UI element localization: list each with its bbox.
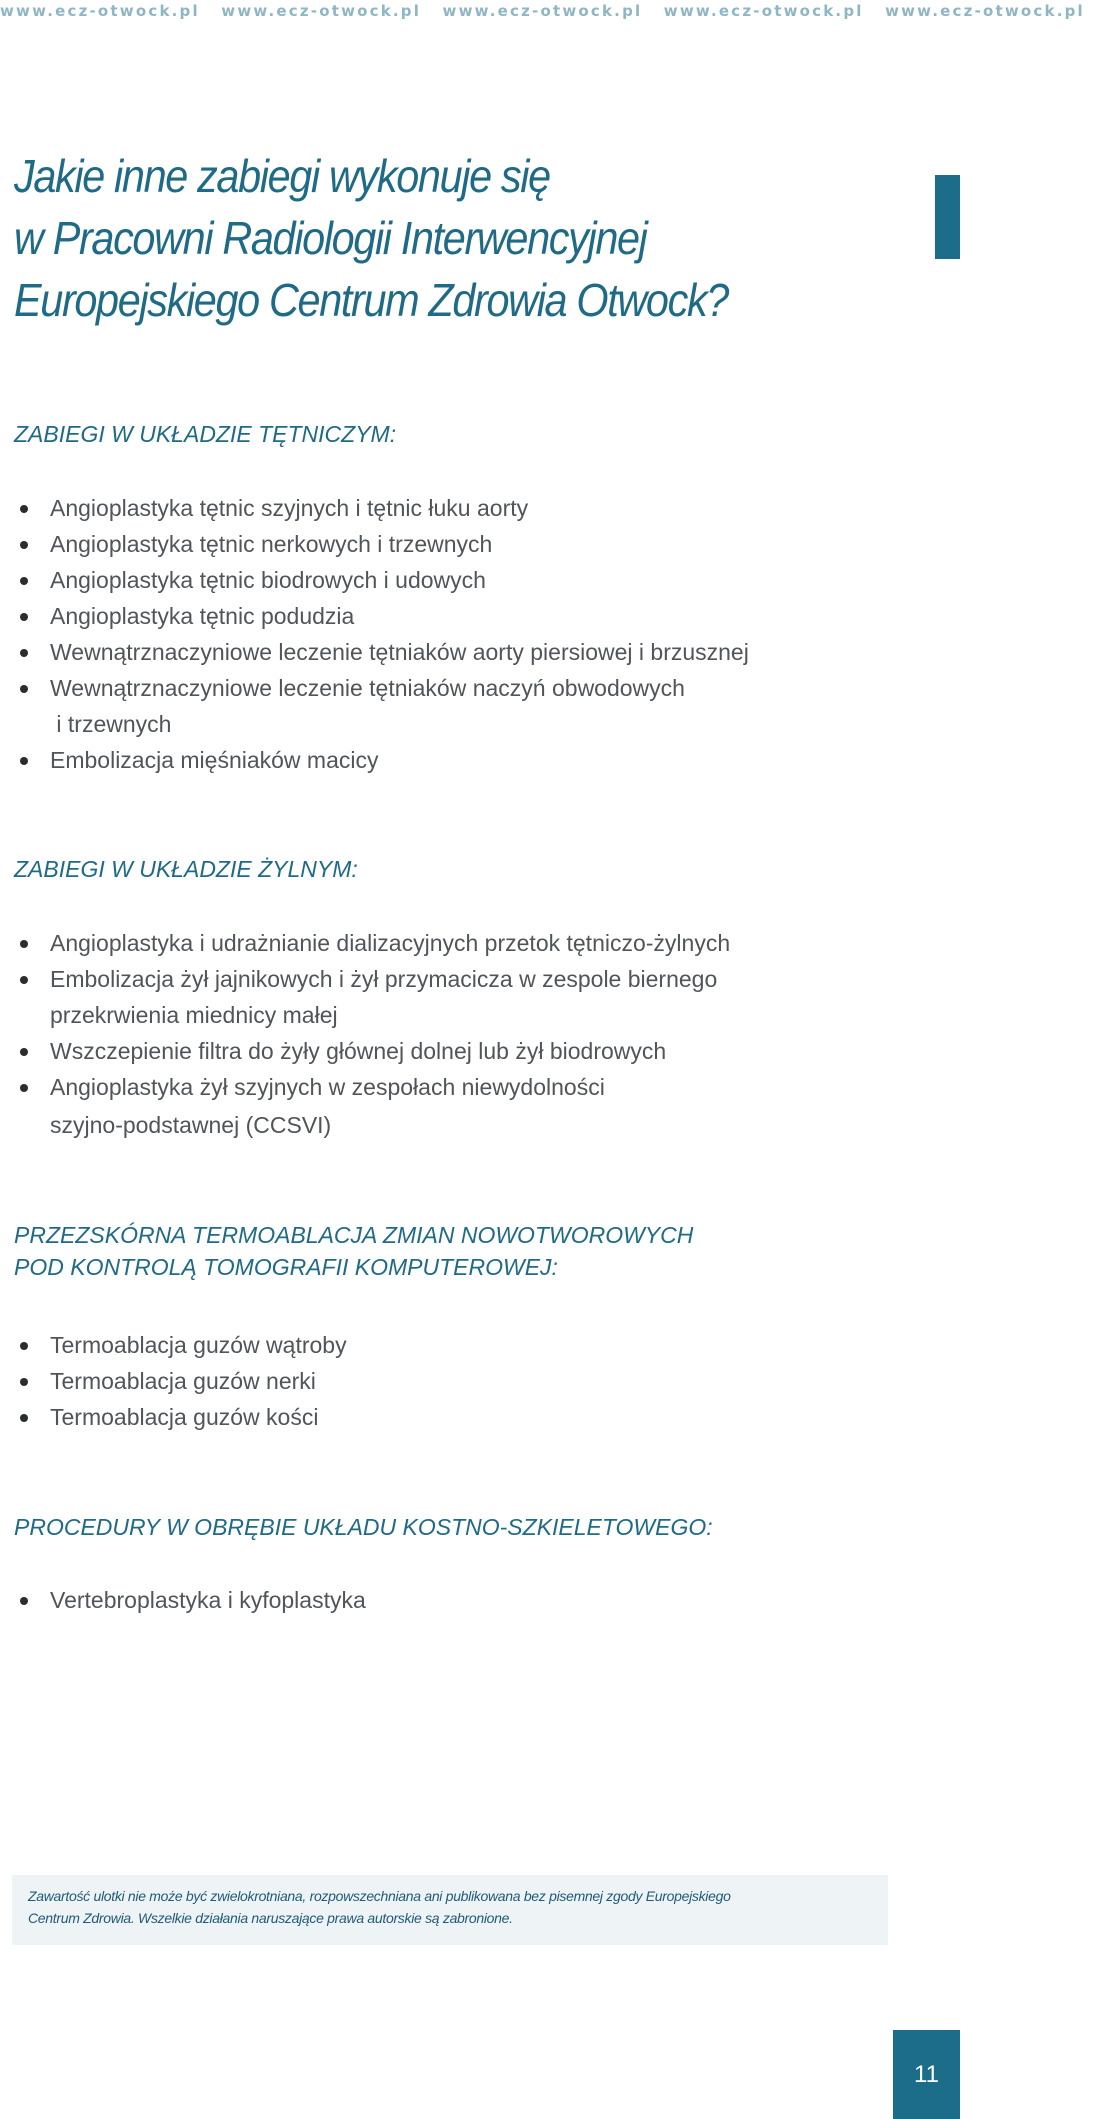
list-item-continuation: przekrwienia miednicy małej xyxy=(50,1002,338,1028)
list-venous xyxy=(14,925,730,1143)
page-title-line: Europejskiego Centrum Zdrowia Otwock? xyxy=(14,274,728,326)
list-item: Angioplastyka tętnic podudzia xyxy=(14,598,749,634)
section-heading-text: PROCEDURY W OBRĘBIE UKŁADU KOSTNO-SZKIELETOWEGO: xyxy=(14,1514,713,1540)
header-url-strip xyxy=(0,0,1085,22)
list-item: Wewnątrznaczyniowe leczenie tętniaków aorty piersiowej i brzusznej xyxy=(14,634,749,670)
list-item: Termoablacja guzów wątroby xyxy=(14,1327,347,1363)
list-item: Wewnątrznaczyniowe leczenie tętniaków naczyń obwodowych i trzewnych xyxy=(14,670,749,742)
copyright-note-line: Zawartość ulotki nie może być zwielokrotniana, rozpowszechniana ani publikowana bez pisemnej zgody Europejskiego xyxy=(28,1888,731,1904)
page-title-line: w Pracowni Radiologii Interwencyjnej xyxy=(14,212,647,264)
header-url[interactable]: www.ecz-otwock.pl xyxy=(442,2,643,20)
copyright-note xyxy=(12,1875,888,1945)
list-item: Angioplastyka żył szyjnych w zespołach niewydolności szyjno-podstawnej (CCSVI) xyxy=(14,1069,730,1143)
list-item: Angioplastyka tętnic szyjnych i tętnic łuku aorty xyxy=(14,490,749,526)
section-heading-venous xyxy=(14,853,358,885)
list-item-continuation: szyjno-podstawnej (CCSVI) xyxy=(50,1112,332,1138)
list-item: Embolizacja mięśniaków macicy xyxy=(14,742,749,778)
list-item: Vertebroplastyka i kyfoplastyka xyxy=(14,1582,366,1618)
list-arterial xyxy=(14,490,749,778)
list-skeletal xyxy=(14,1582,366,1618)
section-heading-text: POD KONTROLĄ TOMOGRAFII KOMPUTEROWEJ: xyxy=(14,1254,558,1280)
page-title xyxy=(14,145,806,331)
section-heading-text: ZABIEGI W UKŁADZIE TĘTNICZYM: xyxy=(14,421,397,447)
list-item: Angioplastyka i udrażnianie dializacyjnych przetok tętniczo-żylnych xyxy=(14,925,730,961)
header-url[interactable]: www.ecz-otwock.pl xyxy=(663,2,864,20)
page-title-line: Jakie inne zabiegi wykonuje się xyxy=(14,150,550,202)
section-heading-ablation xyxy=(14,1219,693,1283)
copyright-note-line: Centrum Zdrowia. Wszelkie działania naruszające prawa autorskie są zabronione. xyxy=(28,1910,513,1926)
header-url[interactable]: www.ecz-otwock.pl xyxy=(221,2,422,20)
section-heading-text: PRZEZSKÓRNA TERMOABLACJA ZMIAN NOWOTWOROWYCH xyxy=(14,1222,694,1248)
list-item: Angioplastyka tętnic biodrowych i udowych xyxy=(14,562,749,598)
side-tab-marker xyxy=(935,175,960,259)
list-item: Angioplastyka tętnic nerkowych i trzewnych xyxy=(14,526,749,562)
page-number: 11 xyxy=(893,2030,960,2119)
list-item: Termoablacja guzów kości xyxy=(14,1399,347,1435)
list-item: Wszczepienie filtra do żyły głównej dolnej lub żył biodrowych xyxy=(14,1033,730,1069)
section-heading-skeletal xyxy=(14,1511,713,1543)
list-ablation xyxy=(14,1327,347,1435)
list-item-continuation: i trzewnych xyxy=(50,711,172,737)
list-item: Termoablacja guzów nerki xyxy=(14,1363,347,1399)
header-url[interactable]: www.ecz-otwock.pl xyxy=(885,2,1085,20)
section-heading-arterial xyxy=(14,418,396,450)
list-item: Embolizacja żył jajnikowych i żył przymacicza w zespole biernego przekrwienia miednicy małej xyxy=(14,961,730,1033)
section-heading-text: ZABIEGI W UKŁADZIE ŻYLNYM: xyxy=(14,856,358,882)
header-url[interactable]: www.ecz-otwock.pl xyxy=(0,2,200,20)
